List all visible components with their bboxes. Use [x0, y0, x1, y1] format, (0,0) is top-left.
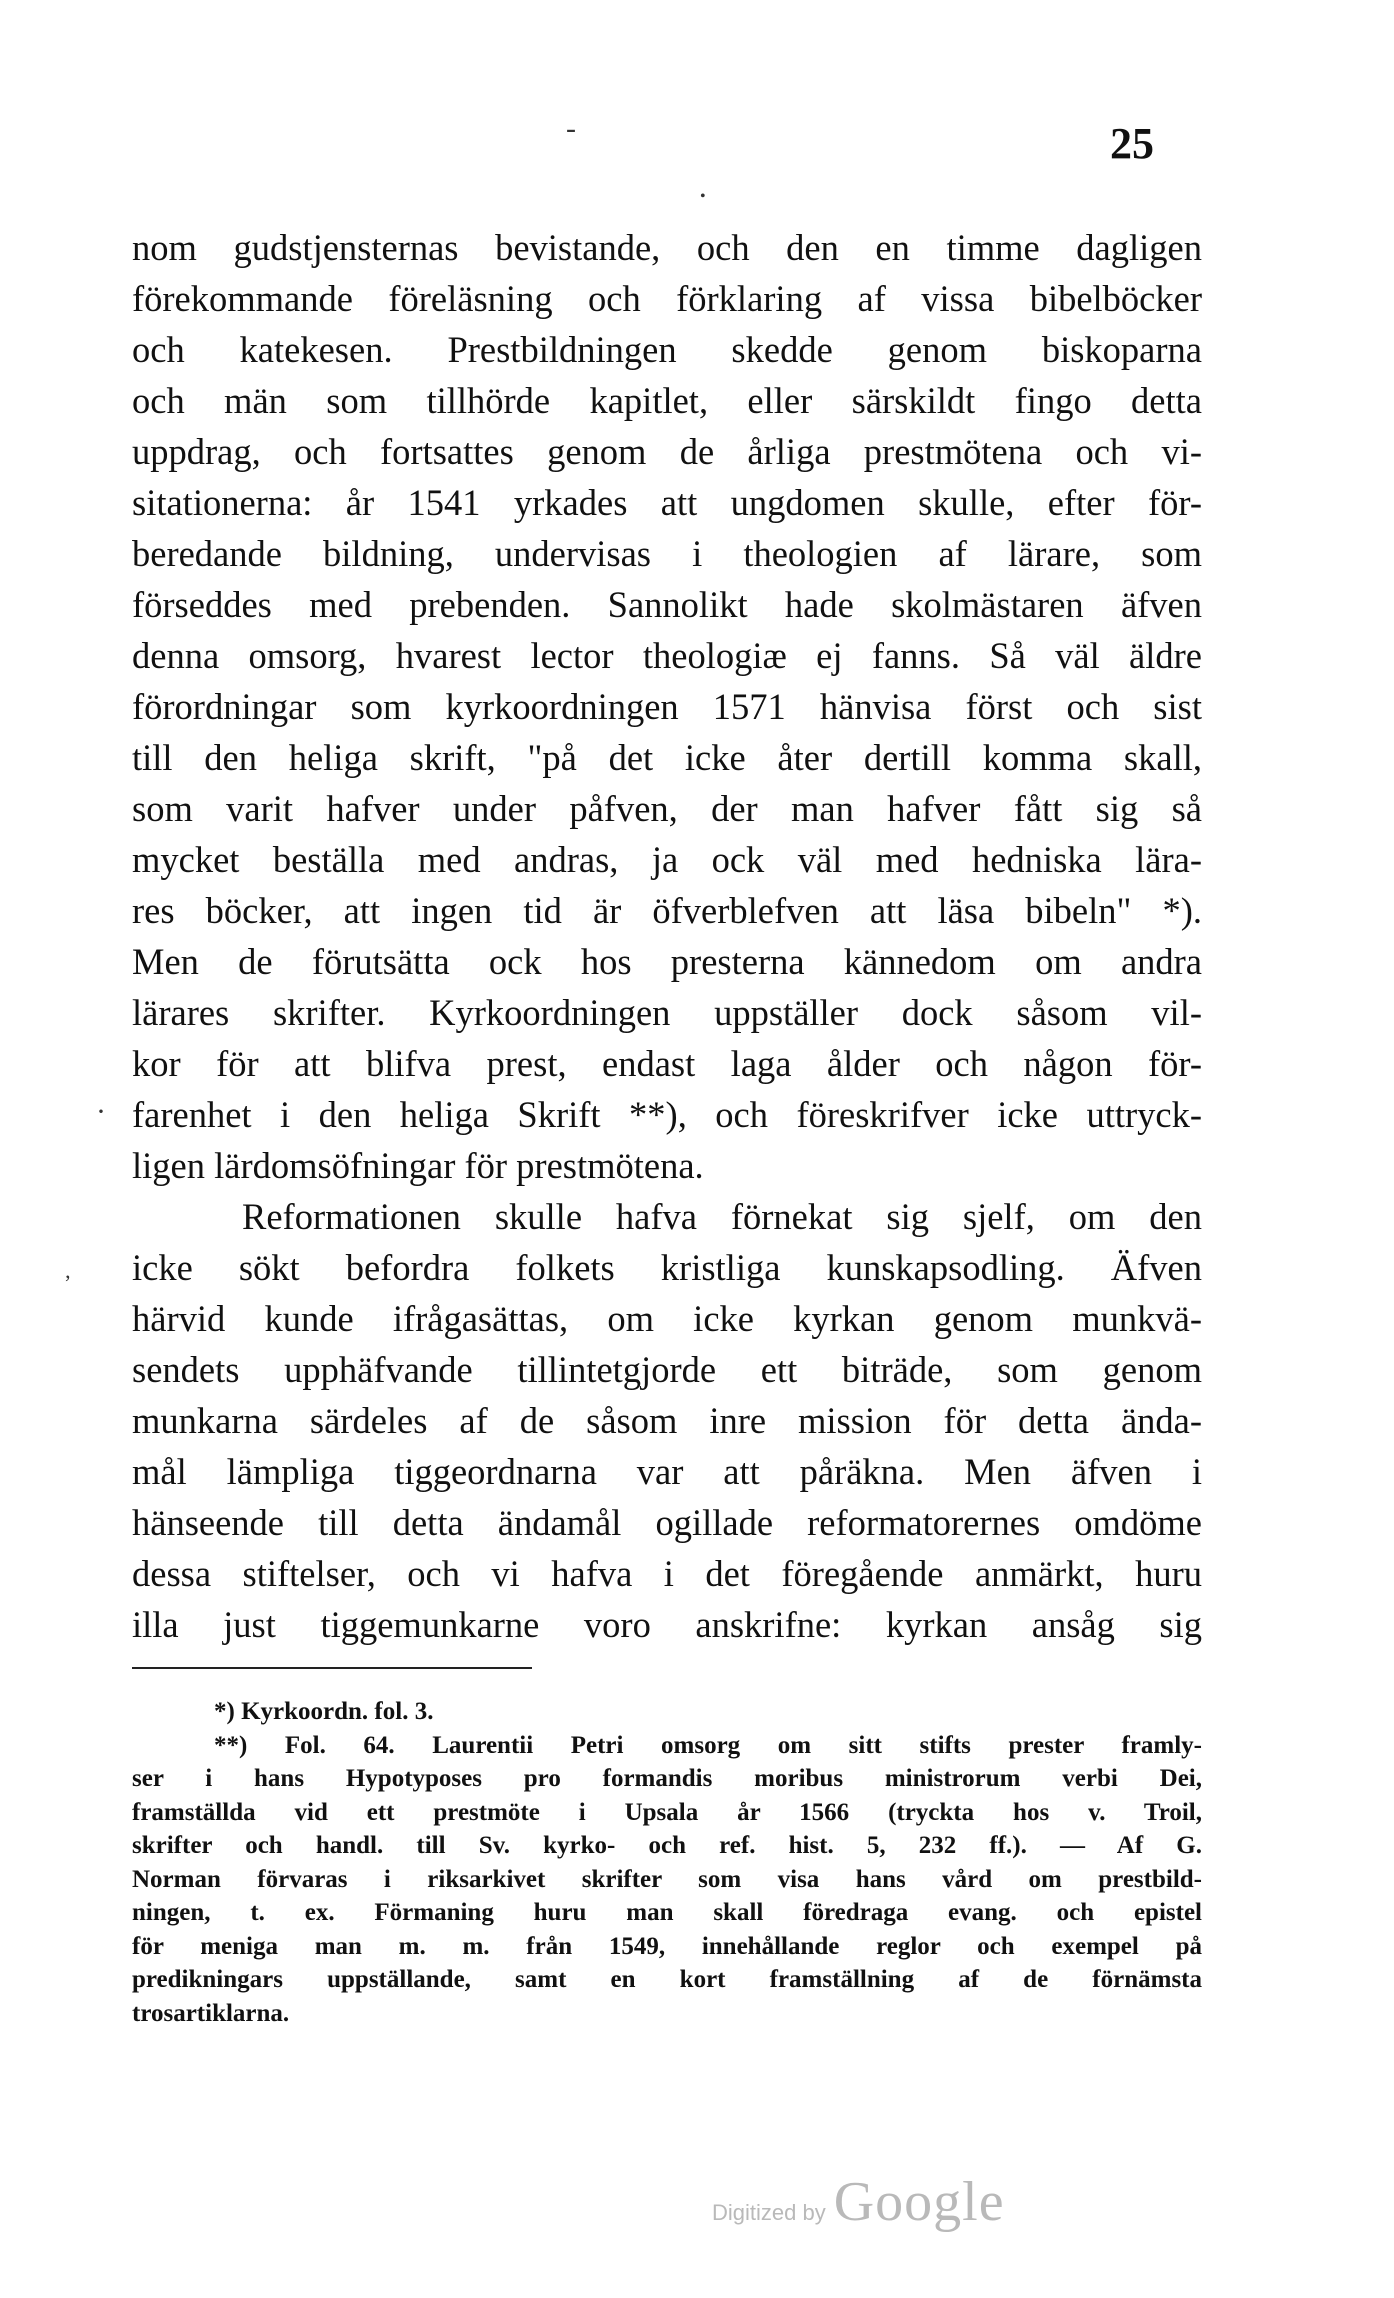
body-line: ligen lärdomsöfningar för prestmötena. — [132, 1145, 704, 1186]
footnote-line: trosartiklarna. — [132, 1999, 290, 2027]
body-line: illa just tiggemunkarne voro anskrifne: kyrkan ansåg sig — [132, 1604, 1202, 1645]
body-line: denna omsorg, hvarest lector theologiæ ej fanns. Så väl äldre — [132, 635, 1202, 676]
body-line: förordningar som kyrkoordningen 1571 hänvisa först och sist — [132, 686, 1202, 727]
body-line: munkarna särdeles af de såsom inre mission för detta ända- — [132, 1400, 1202, 1441]
body-line: Reformationen skulle hafva förnekat sig sjelf, om den — [242, 1196, 1202, 1237]
footnotes — [132, 1695, 1202, 2030]
top-dash-mark: - — [566, 112, 576, 145]
body-line: uppdrag, och fortsattes genom de årliga prestmötena och vi- — [132, 431, 1202, 472]
body-line: icke sökt befordra folkets kristliga kunskapsodling. Äfven — [132, 1247, 1202, 1288]
footnote-line: skrifter och handl. till Sv. kyrko- och ref. hist. 5, 232 ff.). — Af G. — [132, 1832, 1202, 1859]
body-line: hänseende till detta ändamål ogillade reformatorernes omdöme — [132, 1502, 1202, 1543]
body-line: beredande bildning, undervisas i theologien af lärare, som — [132, 533, 1202, 574]
body-line: härvid kunde ifrågasättas, om icke kyrkan genom munkvä- — [132, 1298, 1202, 1339]
body-line: nom gudstjensternas bevistande, och den en timme dagligen — [132, 227, 1202, 268]
body-line: dessa stiftelser, och vi hafva i det föregående anmärkt, huru — [132, 1553, 1202, 1594]
body-line: mål lämpliga tiggeordnarna var att påräkna. Men äfven i — [132, 1451, 1202, 1492]
left-dot-mark: · — [96, 1095, 106, 1128]
footnote-line: ningen, t. ex. Förmaning huru man skall föredraga evang. och epistel — [132, 1899, 1202, 1926]
body-line: sitationerna: år 1541 yrkades att ungdomen skulle, efter för- — [132, 482, 1202, 523]
body-line: och män som tillhörde kapitlet, eller särskildt fingo detta — [132, 380, 1202, 421]
google-logo: Google — [833, 2171, 1005, 2233]
footnote-line: predikningars uppställande, samt en kort framställning af de förnämsta — [132, 1966, 1202, 1993]
footnote-line: **) Fol. 64. Laurentii Petri omsorg om sitt stifts prester framly- — [214, 1731, 1202, 1759]
body-line: till den heliga skrift, "på det icke åter dertill komma skall, — [132, 737, 1202, 778]
body-text — [132, 222, 1202, 1650]
footnote-line: för meniga man m. m. från 1549, innehållande reglor och exempel på — [132, 1932, 1202, 1960]
body-line: som varit hafver under påfven, der man hafver fått sig så — [132, 788, 1202, 829]
footnote-line: Norman förvaras i riksarkivet skrifter som visa hans vård om prestbild- — [132, 1865, 1202, 1893]
footnote-line: *) Kyrkoordn. fol. 3. — [214, 1698, 434, 1725]
body-line: sendets upphäfvande tillintetgjorde ett biträde, som genom — [132, 1349, 1202, 1390]
body-line: farenhet i den heliga Skrift **), och föreskrifver icke uttryck- — [132, 1094, 1202, 1135]
top-dot-mark: • — [700, 188, 706, 205]
body-line: lärares skrifter. Kyrkoordningen uppställer dock såsom vil- — [132, 992, 1202, 1033]
watermark-prefix: Digitized by — [712, 2200, 826, 2225]
left-comma-mark: ‚ — [64, 1258, 72, 1283]
body-line: förseddes med prebenden. Sannolikt hade skolmästaren äfven — [132, 584, 1202, 625]
body-line: Men de förutsätta ock hos presterna kännedom om andra — [132, 941, 1202, 982]
digitized-watermark — [712, 2170, 1005, 2234]
body-line: och katekesen. Prestbildningen skedde genom biskoparna — [132, 329, 1202, 370]
footnote-divider — [132, 1667, 532, 1669]
footnote-line: framställda vid ett prestmöte i Upsala år 1566 (tryckta hos v. Troil, — [132, 1798, 1202, 1826]
footnote-line: ser i hans Hypotyposes pro formandis moribus ministrorum verbi Dei, — [132, 1765, 1202, 1792]
body-line: förekommande föreläsning och förklaring af vissa bibelböcker — [132, 278, 1202, 319]
body-line: mycket beställa med andras, ja ock väl med hedniska lära- — [132, 839, 1202, 880]
body-line: res böcker, att ingen tid är öfverblefven att läsa bibeln" *). — [132, 890, 1202, 931]
page-number: 25 — [1110, 119, 1154, 168]
body-line: kor för att blifva prest, endast laga ålder och någon för- — [132, 1043, 1202, 1084]
